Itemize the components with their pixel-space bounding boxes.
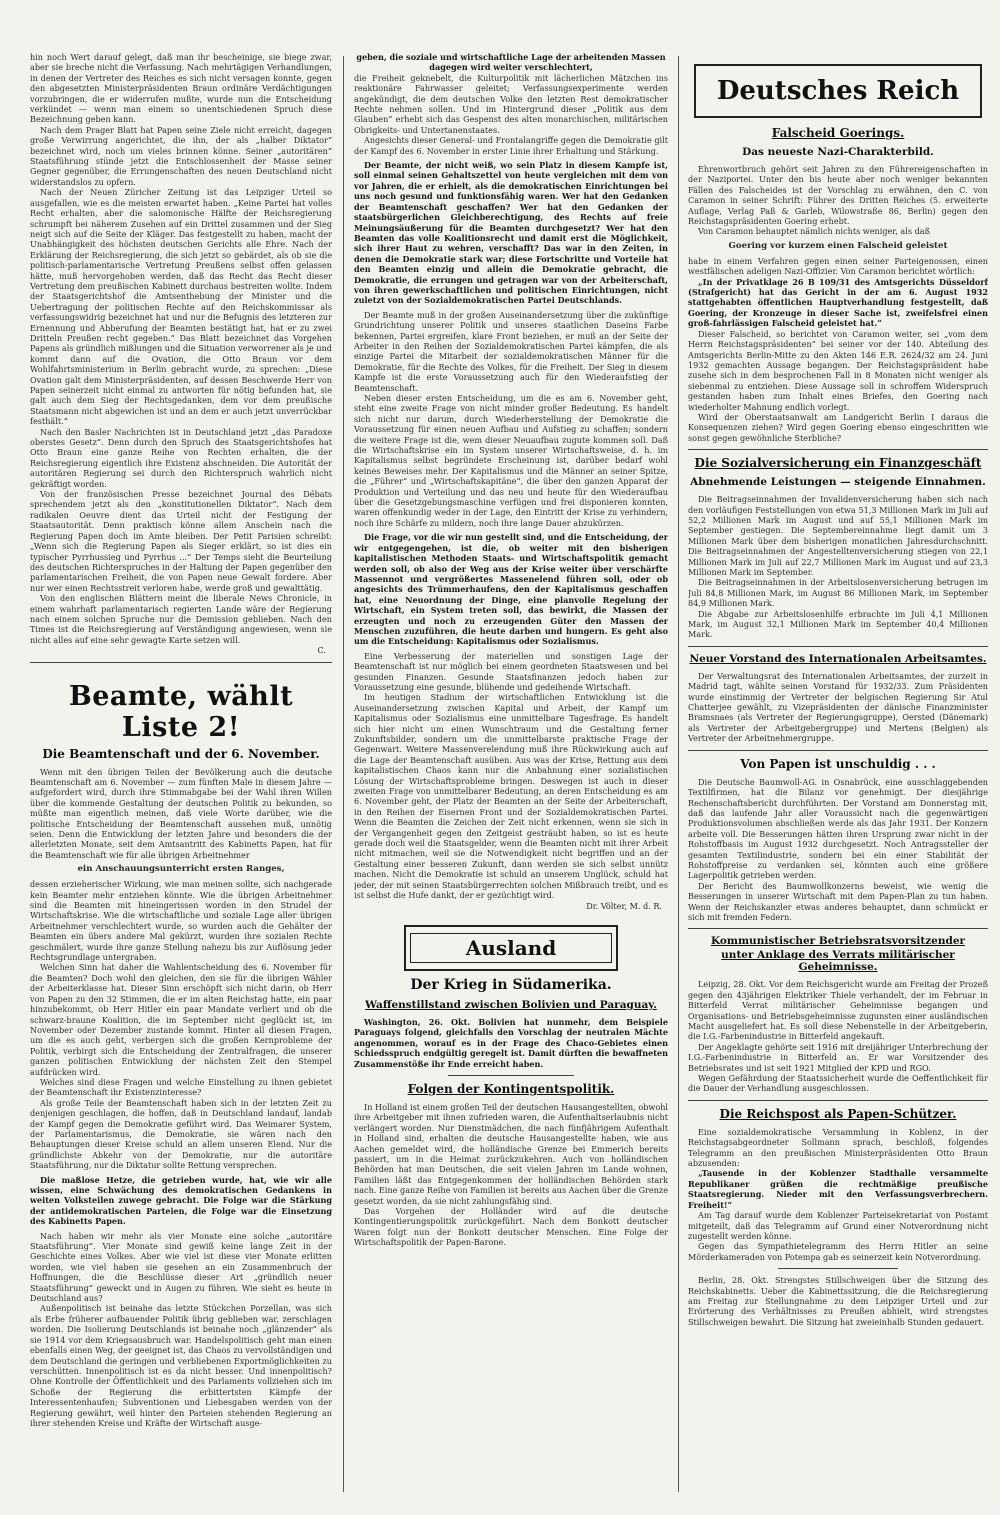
headline: unter Anklage des Verrats militärischer Geheimnisse. (721, 949, 955, 974)
paragraph: Nach dem Prager Blatt hat Papen seine Ziele nicht erreicht, dagegen große Verwirrung angerichtet, die ihn, der als „halber Diktator“ bezeichnet wird, noch um vieles brinnen könne. Seiner „autoritären“ Staatsführung stünde jetzt die Entschlossenheit der Masse seiner Gegner gegenüber, die Errungenschaften des neuen Deutschland nicht widerstandslos zu opfern. (30, 124, 332, 187)
paragraph-bold: Die Frage, vor die wir nun gestellt sind, und die Entscheidung, der wir entgegengehen, ist die, ob weiter mit den bisherigen kapitalistischen Methoden Staats- und Wirtschaftspolitik gemacht werden soll, ob also der Weg aus der Krise weiter über verschärfte Massennot und vergrößertes Massenelend führen soll, oder ob angesichts des Trümmerhaufens, den der Kapitalismus geschaffen hat, eine Neuordnung der Dinge, eine planvolle Regelung der Wirtschaft, ein System treten soll, das bewirkt, die Massen der erzeugten und noch zu erzeugenden Güter den Massen der Menschen zuzuführen, die heute darben und hungern. Es geht also um die Entscheidung: Kapitalismus oder Sozialismus. (354, 532, 668, 647)
article-reichspost (688, 1107, 988, 1262)
paragraph-bold: Der Beamte, der nicht weiß, wo sein Platz in diesem Kampfe ist, soll einmal seinen Gehaltszettel von heute vergleichen mit dem von vor Jahren, die er erhielt, als die demokratischen Einrichtungen bei uns noch gesund und funktionsfähig waren. Wer hat den Gedanken der Beamtenschaft geschaffen? Wer hat den Gedanken der staatsbürgerlichen Gleichberechtigung, des Rechts auf freie Meinungsäußerung für die Beamten durchgesetzt? Wer hat den Beamten das volle Koalitionsrecht und damit erst die Möglichkeit, sich ihrer Haut zu wehren, verschafft? Das war in den Zeiten, in denen die Demokratie stark war; diese Fortschritte und Vorteile hat den Beamten einzig und allein die Demokratie gebracht, die Demokratie, die errungen und getragen war von der Arbeiterschaft, von ihren gewerkschaftlichen und politischen Einrichtungen, nicht zuletzt von der Sozialdemokratischen Partei Deutschlands. (354, 160, 668, 306)
paragraph: Nach der Neuen Züricher Zeitung ist das Leipziger Urteil so ausgefallen, wie es die meisten erwartet haben. „Keine Partei hat volles Recht erhalten, aber die salomonische Hälfte der Reichsregierung schrumpft bei näherem Zusehen auf ein Drittel zusammen und der Sieg neigt sich auf die Seite der Kläger. Das festgestellt zu haben, macht der Unabhängigkeit des höchsten deutschen Gerichts alle Ehre. Nach der Erklärung der Reichsregierung, die sich jetzt so gebärdet, als ob sie die politisch-parlamentarische Vertretung Preußens selbst offen gelassen hätte, muß hervorgehoben werden, daß das Recht das Recht dieser Vertretung dem preußischen Kabinett durchaus bestreiten wollte. Indem der Staatsgerichtshof die Amtsenthebung der Minister und die Uebertragung der politischen Rechte auf den Reichskommissar als verfassungswidrig bezeichnet hat und nur die Befugnis des letzteren zur Ernennung und Abberufung der Beamten bestätigt hat, hat er zu zwei Dritteln Preußen recht gegeben.“ Das Blatt bezeichnet das Vorgehen Papens als gründlich mißlungen und die Situation verworrener als je und kommt dann auf die Ovation, die Otto Braun vor dem Wohlfahrtsministerium in Berlin gebracht wurde, zu sprechen: „Diese Ovation galt dem Ministerpräsidenten, auf dessen Beschwerde Herr von Papen seinerzeit nicht einmal zu antworten für nötig befunden hat, sie galt auch dem Sieg der Rechtsgedanken, dem vor dem preußische Staatsmann nicht abgewichen ist und an dem er auch jetzt unverrückbar festhält.“ (30, 187, 332, 427)
article-beamte (30, 681, 332, 1429)
paragraph: hin noch Wert darauf gelegt, daß man ihr bescheinige, sie biege zwar, aber sie breche nicht die Verfassung. Nach mehrtägigen Verhandlungen, in denen der Vertreter des Reiches es sich nicht versagen konnte, gegen den abgesetzten Ministerpräsidenten Braun ordinäre Verdächtigungen vorzubringen, die er widerrufen mußte, wurde nun die Entscheidung verkündet — wenn man einem so unentschiedenen Spruch diese Bezeichnung geben kann. (30, 52, 332, 125)
paragraph: Von den englischen Blättern meint die liberale News Chronicle, in einem wahrhaft parlamentarisch regierten Lande wäre der Regierung nach einem solchen Spruche nur die Demission geblieben. Nach den Times ist die Reichsregierung auf Verständigung angewiesen, wenn sie nicht alles auf eine sehr gewagte Karte setzen will. (30, 593, 332, 645)
paragraph: Eine sozialdemokratische Versammlung in Koblenz, in der Reichstagsabgeordneter Sollmann sprach, beschloß, folgendes Telegramm an den preußischen Ministerpräsidenten Otto Braun abzusenden: (688, 1126, 988, 1169)
paragraph: Neben dieser ersten Entscheidung, um die es am 6. November geht, steht eine zweite Frage von nicht minder großer Bedeutung. Es handelt sich nicht nur darum, durch Wiederherstellung der Demokratie die Voraussetzung für einen neuen Aufbau und Aufstieg zu schaffen; sondern die weitere Frage ist die, wem dieser Neuaufbau zugute kommen soll. Daß die Wirtschaftskrise ein im System unserer Wirtschaftsweise, d. h. im Kapitalismus selbst begründete Erscheinung ist, darüber bedarf wohl keines Beweises mehr. Der Kapitalismus und die Männer an seiner Spitze, die „Führer“ und „Wirtschaftskapitäne“, die über den ganzen Apparat der Produktion und Verteilung und das neu und heute für den Wiederaufbau über die Gesetzgebungsmaschine verfügen und frei disponieren konnten, waren offenkundig weder in der Lage, den Eintritt der Krise zu verhindern, noch ihre Schärfe zu mildern, noch ihre lange Dauer abzukürzen. (354, 393, 668, 528)
paragraph: Wegen Gefährdung der Staatssicherheit wurde die Oeffentlichkeit für die Dauer der Verhandlung ausgeschlossen. (688, 1073, 988, 1094)
column-left (30, 52, 332, 1492)
headline: Der Krieg in Südamerika. (410, 976, 612, 993)
article-krieg-suedamerika (354, 977, 668, 1069)
column-right (688, 52, 988, 1492)
paragraph: Außenpolitisch ist beinahe das letzte Stückchen Porzellan, was sich als Erbe früherer aufbauender Politik übrig geblieben war, zerschlagen worden. Die Isolierung Deutschlands ist beinahe noch „glänzender“ als sie 1914 vor dem Kriegsausbruch war. Handelspolitisch geht man einen ebenfalls einen Weg, der geeignet ist, das Chaos zu vervollständigen und dem Deutschland die geringen und verbliebenen Exportmöglichkeiten zu verschütten. Innenpolitisch ist es da nicht besser. Und innenpolitisch? Ohne Kontrolle der Öffentlichkeit und des Parlaments vollziehen sich im Schoße der Regierung die erbittertsten Kämpfe der Interessentenhaufen; Subventionen und Liebesgaben werden von der Regierung gewährt, weil hinter den Parteien stehenden Regierung an ihrer stehenden Kreise und Kräfte der Wirtschaft ausge- (30, 1303, 332, 1428)
paragraph: Im heutigen Stadium der wirtschaftlichen Entwicklung ist die Auseinandersetzung zwischen Kapital und Arbeit, der Kampf um Kapitalismus oder Sozialismus eine unmittelbare Tagesfrage. Es handelt sich hier nicht um einen Wunschtraum und die Gestaltung ferner Zukunftsbilder, sondern um die unmittelbarste praktische Frage der Gegenwart. Weitere Massenverelendung muß ihre Rückwirkung auch auf die Lage der Beamtenschaft ausüben. Aus was der Krise, Rettung aus dem kapitalistischen Chaos kann nur die Anbahnung einer sozialistischen Lösung der Wirtschaftsprobleme bringen. Deswegen ist auch in dieser zweiten Frage von unmittelbarer Bedeutung, an deren Entscheidung es am 6. November geht, der Platz der Beamten an der Seite der Arbeiterschaft, in den Reihen der Eisernen Front und der Sozialdemokratischen Partei. Wenn die Beamten die Zeichen der Zeit nicht erkennen, wenn sie sich in der Vergangenheit gegen den Zeitgeist gesträubt haben, so ist es heute gerade doch weil die Staatsgelder, wenn die Beamten nicht mit ihrer Arbeit nicht mitmachen, weil sie die Notwendigkeit nicht begriffen und an der Gestaltung einer besseren Zukunft, dann werden sie sich selbst unnütz machen. Nicht die Demokratie ist schuld an unserem Unglück, schuld hat jeder, der mit seinen Staatsbürgerrechten solchen Mißbrauch treibt, und es ist selbst die Hufe dankt, der er gezüchtigt wird. (354, 692, 668, 901)
paragraph: Von der französischen Presse bezeichnet Journal des Débats sprechendem jetzt als den „konstitutionellen Diktator“. Nach dem radikalen Oeuvre dient das Urteil nicht der Festigung der Staatsautorität. Denn praktisch könne allem Anschein nach die Regierung Papen doch im Amte bleiben. Der Petit Parisien schreibt: „Wenn sich die Regierung Papen als Sieger erklärt, so ist dies ein typischer Pyrrhussieg und Pyrrhus ...“ Der Temps sieht die Beurteilung des deutschen Richterspruches in der Haltung der Papen gegenüber den parlamentarischen Freiheit, die von Papen neue Gewalt fordere. Aber nur wer einen Rechtsstreit verloren habe, werde groß und gewalttätig. (30, 489, 332, 593)
paragraph: Der Bericht des Baumwollkonzerns beweist, wie wenig die Besserungen in unserer Wirtschaft mit dem Papen-Plan zu tun haben. Wenn der Reichskanzler etwas anderes behauptet, dann schmückt er sich mit fremden Federn. (688, 880, 988, 922)
signature: Dr. Völter, M. d. R. (586, 900, 662, 911)
inline-heading: ein Anschauungsunterricht ersten Ranges, (77, 864, 285, 875)
paragraph: Wenn mit den übrigen Teilen der Bevölkerung auch die deutsche Beamtenschaft am 6. November — zum fünften Male in diesem Jahre — aufgefordert wird, durch ihre Stimmabgabe bei der Wahl ihren Willen über die kommende Gestaltung der deutschen Politik zu bekunden, so müßte man eigentlich meinen, daß viele Worte darüber, wie die politische Entscheidung der Beamtenschaft aussehen muß, unnötig seien. Denn die Entwicklung der letzten Jahre und besonders die der allerletzten Monate, seit dem Amtsantritt des Kabinetts Papen, hat für die Beamtenschaft wie für alle übrigen Arbeitnehmer (30, 766, 332, 860)
column-middle (354, 52, 668, 1492)
inline-heading: Goering vor kurzem einen Falscheid geleistet (728, 240, 948, 251)
paragraph: Als große Teile der Beamtenschaft haben sich in der letzten Zeit zu denjenigen geschlagen, die hoffen, daß in Deutschland landauf, landab der Kampf gegen die Demokratie geführt wird. Das Weimarer System, der Parlamentarismus, die Demokratie, sie wären nach den Behauptungen dieser Kreise schuld an allem unseren Elend. Nur die gründlichste Abkehr von der Demokratie, nur die autoritäre Staatsführung, nur die Diktatur sollte Rettung versprechen. (30, 1097, 332, 1171)
paragraph: Leipzig, 28. Okt. Vor dem Reichsgericht wurde am Freitag der Prozeß gegen den 43jährigen Elektriker Thiele verhandelt, der im Februar in Bitterfeld Verrat militärischer Geheimnisse begangen und Organisations- und Betriebsgeheimnisse zugunsten einer ausländischen Macht ausgeliefert hat. Es soll diese Nebenstelle in der Arbeitgeberin, die I.G.-Farbenindustrie in Bitterfeld angekauft. (688, 979, 988, 1042)
paragraph-bold: geben, die soziale und wirtschaftliche Lage der arbeitenden Massen dagegen wird weiter verschlechtert, (356, 52, 666, 73)
headline: Die Sozialversicherung ein Finanzgeschäft (694, 456, 982, 471)
paragraph: Berlin, 28. Okt. Strengstes Stillschweigen über die Sitzung des Reichskabinetts. Ueber die Kabinettssitzung, die die Reichsregierung am Freitag zur Stellungnahme zu dem Leipziger Urteil und zur Erörterung des Verhältnisses zu Preußen abhielt, wird strengstes Stillschweigen bewahrt. Die Sitzung hat zweieinhalb Stunden gedauert. (688, 1275, 988, 1327)
paragraph: Nach den Basler Nachrichten ist in Deutschland jetzt „das Paradoxe oberstes Gesetz“. Denn durch den Spruch des Staatsgerichtshofes hat Otto Braun eine ganze Reihe von Rechten erhalten, die der Reichsregierung eigentlich ihre Existenz abschneiden. Die Autorität der autoritären Regierung sei durch den Richterspruch wahrlich nicht gekräftigt worden. (30, 426, 332, 489)
paragraph: Der Beamte muß in der großen Auseinandersetzung über die zukünftige Grundrichtung unserer Politik und unseres staatlichen Daseins Farbe bekennen, Partei ergreifen, klare Front beziehen, er muß an der Seite der Arbeiter in den Reihen der Sozialdemokratischen Partei kämpfen, die als einzige Partei die Mitarbeit der sozialdemokratischen Männer für die Demokratie, für die Rechte des Volkes, für die Freiheit. Der Sieg in diesem Kampfe ist die erste Voraussetzung auch für den Wiederaufstieg der Beamtenschaft. (354, 309, 668, 393)
paragraph-bold: „Tausende in der Koblenzer Stadthalle versammelte Republikaner grüßen die rechtmäßige preußische Staatsregierung. Nieder mit den Verfassungsverbrechern. Freiheit!“ (688, 1168, 988, 1210)
article-kabinett (688, 1275, 988, 1327)
section-title-ausland (404, 925, 618, 971)
divider (688, 750, 988, 751)
subheadline: Abnehmende Leistungen — steigende Einnahmen. (690, 476, 986, 489)
paragraph: Das Vorgehen der Holländer wird auf die deutsche Kontingentierungspolitik zurückgeführt. Nach dem Bonkott deutscher Waren folgt nun der Bonkott deutscher Menschen. Eine Folge der Wirtschaftspolitik der Papen-Barone. (354, 1206, 668, 1248)
paragraph: Dieser Falscheid, so berichtet von Caramon weiter, sei „vom dem Herrn Reichstagspräsidenten“ bei seiner vor der 140. Abteilung des Amtsgerichts Berlin-Mitte zu den Akten 146 E.R. 2624/32 am 24. Juni 1932 gemachten Aussage begangen. Der Reichstagspräsident habe zusehe sich in dem besprochenen Fall in 8 Monaten nicht weniger als siebenmal zu entziehen. Diese Aussage soll in schroffem Widerspruch gestanden haben zum Inhalt eines Briefes, den Goering nach wiederholter Mahnung endlich vorlegt. (688, 328, 988, 412)
divider (30, 662, 332, 663)
headline: Von Papen ist unschuldig . . . (740, 756, 936, 771)
paragraph: Die Deutsche Baumwoll-AG. in Osnabrück, eine ausschlaggebenden Textilfirmen, hat die Bilanz vor genehmigt. Der diesjährige Rechenschaftsbericht durchführten. Der Vorstand am Donnerstag mit, daß das laufende Jahr aller Voraussicht nach die gegenwärtigen Produktionsvolumen abschließen werde als das Jahr 1931. Der Konzern arbeite voll. Die Besserungen hätten ihren Ursprung zwar nicht in der Rohstoffbasis im August 1932 durchgesetzt. Noch Antragssteller der gesamten Textilindustrie, sondern bei ein einer Stabilität der Rohstoffpreise zu verdanken sei, könnten auch eine größere Lagerpolitik getrieben werden. (688, 776, 988, 881)
paragraph: Eine Verbesserung der materiellen und sonstigen Lage der Beamtenschaft ist nur möglich bei einem geordneten Staatswesen und bei gesunden Finanzen. Gesunde Staatsfinanzen jedoch haben zur Voraussetzung eine gesunde, blühende und gedeihende Wirtschaft. (354, 650, 668, 692)
signature: C. (317, 645, 326, 656)
paragraph: Der Angeklagte gehörte seit 1916 mit dreijähriger Unterbrechung der I.G.-Farbenindustrie in Bitterfeld an. Er war Vorsitzender des Betriebsrates und ist seit 1921 Mitglied der KPD und RGO. (688, 1041, 988, 1073)
headline: Beamte, wählt Liste 2! (68, 680, 294, 743)
paragraph-bold: Die maßlose Hetze, die getrieben wurde, hat, wie wir alle wissen, eine Schwächung des demokratischen Gedankens in weiten Volksteilen zuwege gebracht. Die Folge war die Stärkung der antidemokratischen Parteien, die Folge war die Einsetzung des Kabinetts Papen. (30, 1174, 332, 1227)
headline: Kommunistischer Betriebsratsvorsitzender (710, 935, 966, 948)
paragraph: Die Abgabe zur Arbeitslosenhilfe erbrachte im Juli 4,1 Millionen Mark, im August 32,1 Millionen Mark im September 40,4 Millionen Mark. (688, 608, 988, 640)
paragraph-bold: „In der Privatklage 26 B 109/31 des Amtsgerichts Düsseldorf (Strafgericht) hat das Gericht in der am 6. August 1932 stattgehabten öffentlichen Hauptverhandlung festgestellt, daß Goering, der Kronzeuge in dieser Sache ist, zweifelsfrei einen groß-fahrlässigen Falscheid geleistet hat.“ (688, 276, 988, 329)
paragraph: die Freiheit geknebelt, die Kulturpolitik mit lächerlichen Mätzchen ins reaktionäre Fahrwasser geleitet; Verfassungsexperimente werden angekündigt, die dem deutschen Volke den letzten Rest demokratischer Rechte nehmen sollen. Und im Hintergrund dieser „Politik aus dem Glauben“ erhebt sich das Gespenst des alten monarchischen, militärischen Obrigkeits- und Untertanenstaates. (354, 72, 668, 135)
divider (778, 1268, 898, 1269)
article-beamte-continued (354, 52, 668, 911)
section-title-text: Ausland (410, 933, 612, 963)
paragraph: Die Beitragseinnahmen in der Arbeitslosenversicherung betrugen im Juli 84,8 Millionen Mark, im August 86 Millionen Mark, im September 84,9 Millionen Mark. (688, 577, 988, 609)
article-leipzig-urteil (30, 52, 332, 656)
section-title-deutsches-reich (694, 64, 982, 118)
subheadline: Die Beamtenschaft und der 6. November. (42, 746, 320, 761)
paragraph: Am Tag darauf wurde dem Koblenzer Parteisekretariat von Postamt mitgeteilt, daß das Telegramm auf Grund einer Notverordnung nicht zugestellt werden könne. (688, 1210, 988, 1241)
paragraph: Die Beitragseinnahmen der Invalidenversicherung haben sich nach den vorläufigen Feststellungen von etwa 51,3 Millionen Mark im Juli auf 52,2 Millionen Mark im August und auf 55,1 Millionen Mark im September gestiegen. Die Septembereinnahme liegt damit um 3 Millionen Mark über dem bisherigen monatlichen Jahresdurchschnitt. Die Beitragseinnahmen der Angestelltenversicherung stiegen von 22,1 Millionen Mark im Juli auf 22,7 Millionen Mark im August und auf 23,3 Millionen Mark im September. (688, 494, 988, 577)
divider (688, 1100, 988, 1101)
divider (448, 1075, 574, 1076)
paragraph: Der Verwaltungsrat des Internationalen Arbeitsamtes, der zurzeit in Madrid tagt, wählte seinen Vorstand für 1932/33. Zum Präsidenten wurde einstimmig der Vertreter der belgischen Regierung Sir Atul Chatterjee gewählt, zu Vizepräsidenten der dänische Finanzminister Bramsnaes (als Vertreter der Regierungsgruppe), Oersted (Dänemark) als Vertreter der Arbeitgebergruppe) und Mertens (Belgien) als Vertreter der Arbeitnehmergruppe. (688, 670, 988, 744)
divider (688, 928, 988, 929)
column-divider (343, 56, 344, 1492)
paragraph: Welchen Sinn hat daher die Wahlentscheidung des 6. November für die Beamten? Doch wohl den gleichen, den sie für die übrigen Wähler der Arbeiterklasse hat. Dieser Sinn erschöpft sich nicht darin, ob Herr von Papen zu den 32 Stimmen, die er im alten Reichstag hatte, ein paar hinzubekommt, ob Herr Hitler ein paar Mandate verliert und ob die schwarz-braune Koalition, die im September nicht geglückt ist, im November oder Dezember zustande kommt. Hinter all diesen Fragen, um die es auch geht, verbergen sich die großen Kernprobleme der Politik, verbirgt sich die Entscheidung der Zentralfragen, die unserer ganzen politischen Entwicklung der nächsten Zeit den Stempel aufdrücken wird. (30, 962, 332, 1077)
article-sozialversicherung (688, 456, 988, 640)
divider (688, 646, 988, 647)
paragraph: Welches sind diese Fragen und welche Einstellung zu ihnen gebietet der Beamtenschaft ihr Existenzinteresse? (30, 1076, 332, 1098)
paragraph: dessen erzieherischer Wirkung, wie man meinen sollte, sich nachgerade kein Beamter mehr entziehen könnte. Wie die übrigen Arbeitnehmer sind die Beamten mit hineingerissen worden in den Strudel der Wirtschaftskrise. Wie die wirtschaftliche und soziale Lage aller übrigen Arbeitnehmer verschlechtert wurde, so wurden auch die Gehälter der Beamten ein übers andere Mal gekürzt, wurden ihre sozialen Rechte geschmälert, wurde ihre ganze Stellung nahezu bis zur Auflösung jeder Rechtsgrundlage untergraben. (30, 879, 332, 963)
article-kontingentspolitik (354, 1082, 668, 1248)
subheadline: Das neueste Nazi-Charakterbild. (742, 146, 934, 158)
paragraph: Von Caramon behauptet nämlich nichts weniger, als daß (698, 226, 930, 237)
divider (688, 449, 988, 450)
paragraph: Ehrenwortbruch gehört seit Jahren zu den Führereigenschaften in der Naziportei. Unter den bis heute aber noch weniger bekannten Fällen des Falscheides ist der Vorschlag zu erwähnen, den C. von Caramon in seiner Schrift: Führer des Dritten Reiches (5. erweiterte Auflage, Verlag Paß & Garleb, Wilowstraße 86, Berlin) gegen den Reichstagspräsidenten Goering erhebt. (688, 164, 988, 227)
paragraph-bold: Washington, 26. Okt. Bolivien hat nunmehr, dem Beispiele Paraguays folgend, gleichfalls den Vorschlag der neutralen Mächte angenommen, worauf es in der Frage des Chaco-Gebietes einen Schiedsspruch endgültig geregelt ist. Damit dürften die bewaffneten Zusammenstöße ihr Ende erreicht haben. (354, 1016, 668, 1069)
column-divider (678, 56, 679, 1492)
paragraph: In Holland ist einem großen Teil der deutschen Hausangestellten, obwohl ihre Arbeitgeber mit ihnen zufrieden waren, die Aufenthaltserlaubnis nicht verlängert worden. Nur Dienstmädchen, die nach fünfjährigem Aufenthalt in Holland sind, erhalten die deutsche Hausangestellte haben, wie aus Aachen gemeldet wird, die holländische Grenze bei Emmerich bereits passiert, um in die Heimat zurückzukehren. Auch von holländischen Behörden hat man Deutschen, die seit vielen Jahren im Lande wohnen, Familien läßt das Entgegenkommen der holländischen Behörden stark nach. Eine ganze Reihe von Familien ist bereits aus Aachen über die Grenze gesetzt worden, da sie nicht zahlungsfähig sind. (354, 1101, 668, 1206)
article-arbeitsamt (688, 653, 988, 744)
paragraph: Wird der Oberstaatsanwalt am Landgericht Berlin I daraus die Konsequenzen ziehen? Wird gegen Goering ebenso eingeschritten wie sonst gegen gewöhnliche Sterbliche? (688, 411, 988, 443)
article-papen-unschuldig (688, 757, 988, 923)
article-betriebsrat (688, 935, 988, 1093)
headline: Die Reichspost als Papen-Schützer. (719, 1106, 957, 1121)
headline: Folgen der Kontingentspolitik. (407, 1081, 615, 1096)
paragraph: Gegen das Sympathietelegramm des Herrn Hitler an seine Mörderkameraden von Potempa gab es seinerzeit kein Notverordnung. (688, 1241, 988, 1262)
headline: Neuer Vorstand des Internationalen Arbeitsamtes. (689, 652, 987, 665)
subheadline: Waffenstillstand zwischen Bolivien und Paraguay. (365, 998, 657, 1011)
paragraph: Nach haben wir mehr als vier Monate eine solche „autoritäre Staatsführung“. Vier Monate sind gewiß keine lange Zeit in der Geschichte eines Volkes. Aber wie viel ist diese vier Monate erlitten worden, wie viel haben sie gesehen an ein Zusammenbruch der Hoffnungen, die die Beschlüsse dieser Art „gründlich neuer Staatsführung“ geweckt und in Augen zu führen. Wie sieht es heute in Deutschland aus? (30, 1230, 332, 1304)
paragraph: Angesichts dieser General- und Frontalangriffe gegen die Demokratie gilt der Kampf des 6. November in erster Linie ihrer Erhaltung und Stärkung. (354, 135, 668, 156)
headline: Falscheid Goerings. (771, 126, 905, 140)
article-goering (688, 126, 988, 443)
section-title-text: Deutsches Reich (716, 76, 960, 106)
paragraph: habe in einem Verfahren gegen einen seiner Parteigenossen, einen westfälischen adeligen Nazi-Offizier. Von Caramon berichtet wörtlich: (688, 255, 988, 277)
